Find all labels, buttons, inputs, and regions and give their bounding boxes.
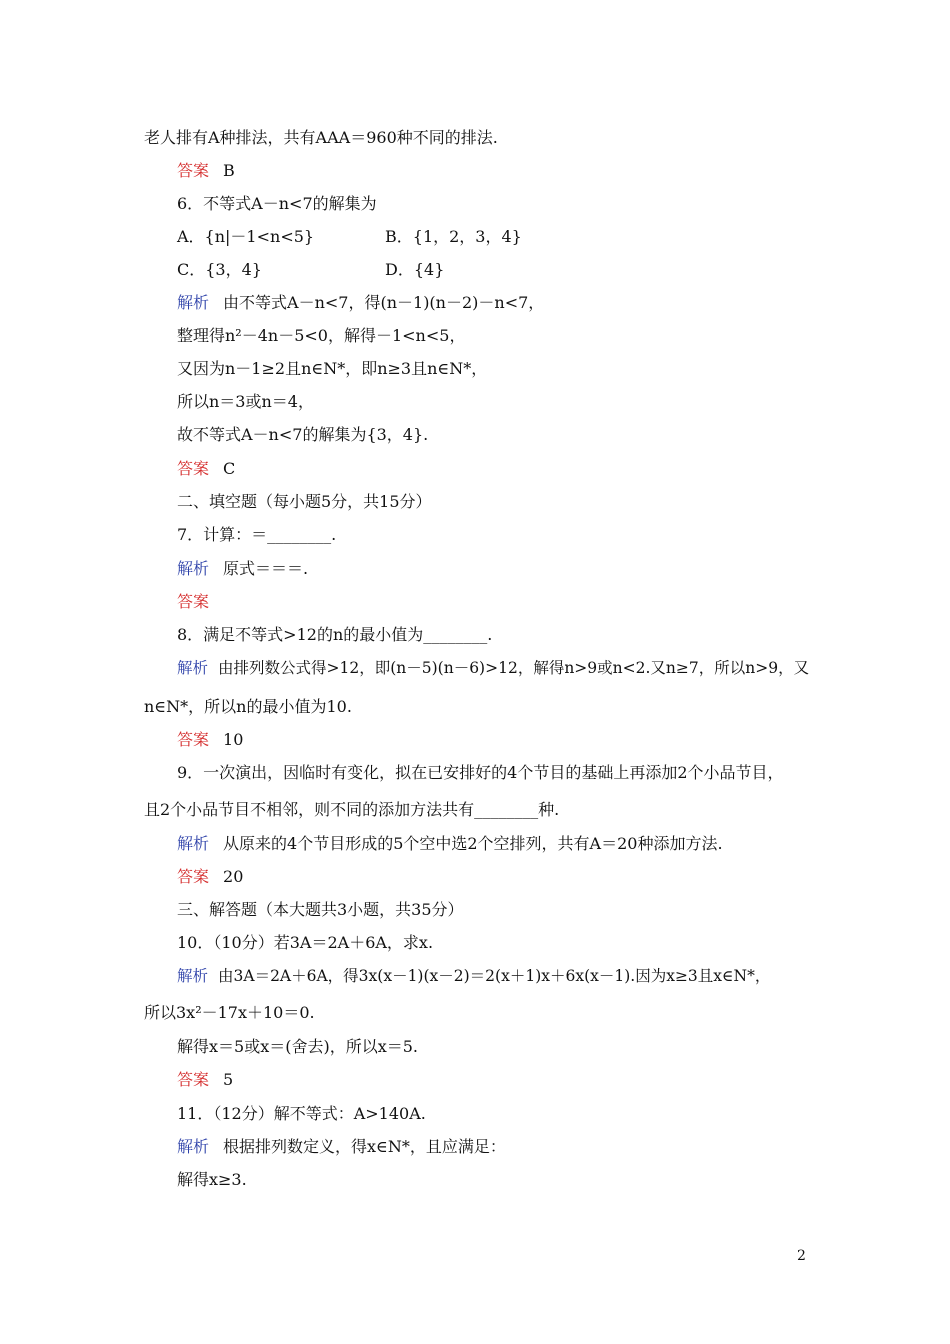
answer-label: 答案 bbox=[177, 161, 210, 180]
text-line: 所以3x²－17x＋10＝0. bbox=[144, 1003, 315, 1022]
analysis-line bbox=[177, 965, 770, 987]
answer-value: B bbox=[223, 161, 235, 180]
answer-value: 10 bbox=[223, 730, 244, 749]
text-line: 老人排有A种排法，共有AAA＝960种不同的排法. bbox=[144, 128, 498, 147]
answer-label: 答案 bbox=[177, 730, 210, 749]
answer-value: 20 bbox=[223, 867, 244, 886]
analysis-label: 解析 bbox=[177, 834, 210, 853]
option-d: D．{4} bbox=[385, 260, 445, 279]
text-line: n∈N*，所以n的最小值为10. bbox=[144, 697, 352, 716]
section-heading: 二、填空题（每小题5分，共15分） bbox=[177, 492, 432, 511]
question-7: 7．计算：＝________. bbox=[177, 525, 337, 544]
analysis-text: 由3A＝2A＋6A，得3x(x－1)(x－2)＝2(x＋1)x＋6x(x－1).因为x≥3且x∈N*， bbox=[218, 967, 771, 985]
option-a: A．{n|－1<n<5} bbox=[177, 227, 315, 246]
section-heading: 三、解答题（本大题共3小题，共35分） bbox=[177, 900, 464, 919]
text-line: 故不等式A－n<7的解集为{3，4}. bbox=[177, 425, 429, 444]
analysis-label: 解析 bbox=[177, 1137, 210, 1156]
answer-line bbox=[177, 866, 243, 888]
analysis-label: 解析 bbox=[177, 967, 209, 985]
analysis-label: 解析 bbox=[177, 659, 209, 677]
answer-label: 答案 bbox=[177, 592, 210, 611]
analysis-line bbox=[177, 558, 308, 580]
answer-label: 答案 bbox=[177, 459, 210, 478]
answer-line bbox=[177, 160, 235, 182]
text-line: 所以n＝3或n＝4， bbox=[177, 392, 314, 411]
answer-line bbox=[177, 591, 209, 613]
text-line: 解得x＝5或x＝(舍去)，所以x＝5. bbox=[177, 1037, 419, 1056]
answer-line bbox=[177, 729, 243, 751]
analysis-line bbox=[177, 833, 723, 855]
text-line: 整理得n²－4n－5<0，解得－1<n<5， bbox=[177, 326, 466, 345]
analysis-text: 原式＝＝＝. bbox=[223, 559, 309, 578]
answer-value: 5 bbox=[223, 1070, 234, 1089]
text-line: 解得x≥3. bbox=[177, 1170, 247, 1189]
analysis-line bbox=[177, 657, 809, 679]
answer-value: C bbox=[223, 459, 236, 478]
answer-label: 答案 bbox=[177, 1070, 210, 1089]
answer-label: 答案 bbox=[177, 867, 210, 886]
option-b: B．{1，2，3，4} bbox=[385, 227, 522, 246]
question-9: 9．一次演出，因临时有变化，拟在已安排好的4个节目的基础上再添加2个小品节目， bbox=[177, 763, 784, 782]
analysis-text: 根据排列数定义，得x∈N*，且应满足： bbox=[223, 1137, 506, 1156]
question-8: 8．满足不等式>12的n的最小值为________. bbox=[177, 625, 493, 644]
text-line: 又因为n－1≥2且n∈N*，即n≥3且n∈N*， bbox=[177, 359, 488, 378]
analysis-label: 解析 bbox=[177, 293, 210, 312]
question-11: 11．（12分）解不等式：A>140A. bbox=[177, 1104, 426, 1123]
answer-line bbox=[177, 1069, 233, 1091]
answer-line bbox=[177, 458, 235, 480]
analysis-label: 解析 bbox=[177, 559, 210, 578]
analysis-text: 由不等式A－n<7，得(n－1)(n－2)－n<7， bbox=[223, 293, 545, 312]
option-c: C．{3，4} bbox=[177, 260, 262, 279]
analysis-text: 由排列数公式得>12，即(n－5)(n－6)>12，解得n>9或n<2.又n≥7，所以n>9，又 bbox=[218, 659, 810, 677]
question-6: 6．不等式A－n<7的解集为 bbox=[177, 194, 377, 213]
page-number: 2 bbox=[797, 1248, 806, 1264]
analysis-line bbox=[177, 292, 544, 314]
text-line: 且2个小品节目不相邻，则不同的添加方法共有________种. bbox=[144, 800, 560, 819]
analysis-text: 从原来的4个节目形成的5个空中选2个空排列，共有A＝20种添加方法. bbox=[223, 834, 723, 853]
question-10: 10．（10分）若3A＝2A＋6A，求x. bbox=[177, 933, 434, 952]
analysis-line bbox=[177, 1136, 506, 1158]
